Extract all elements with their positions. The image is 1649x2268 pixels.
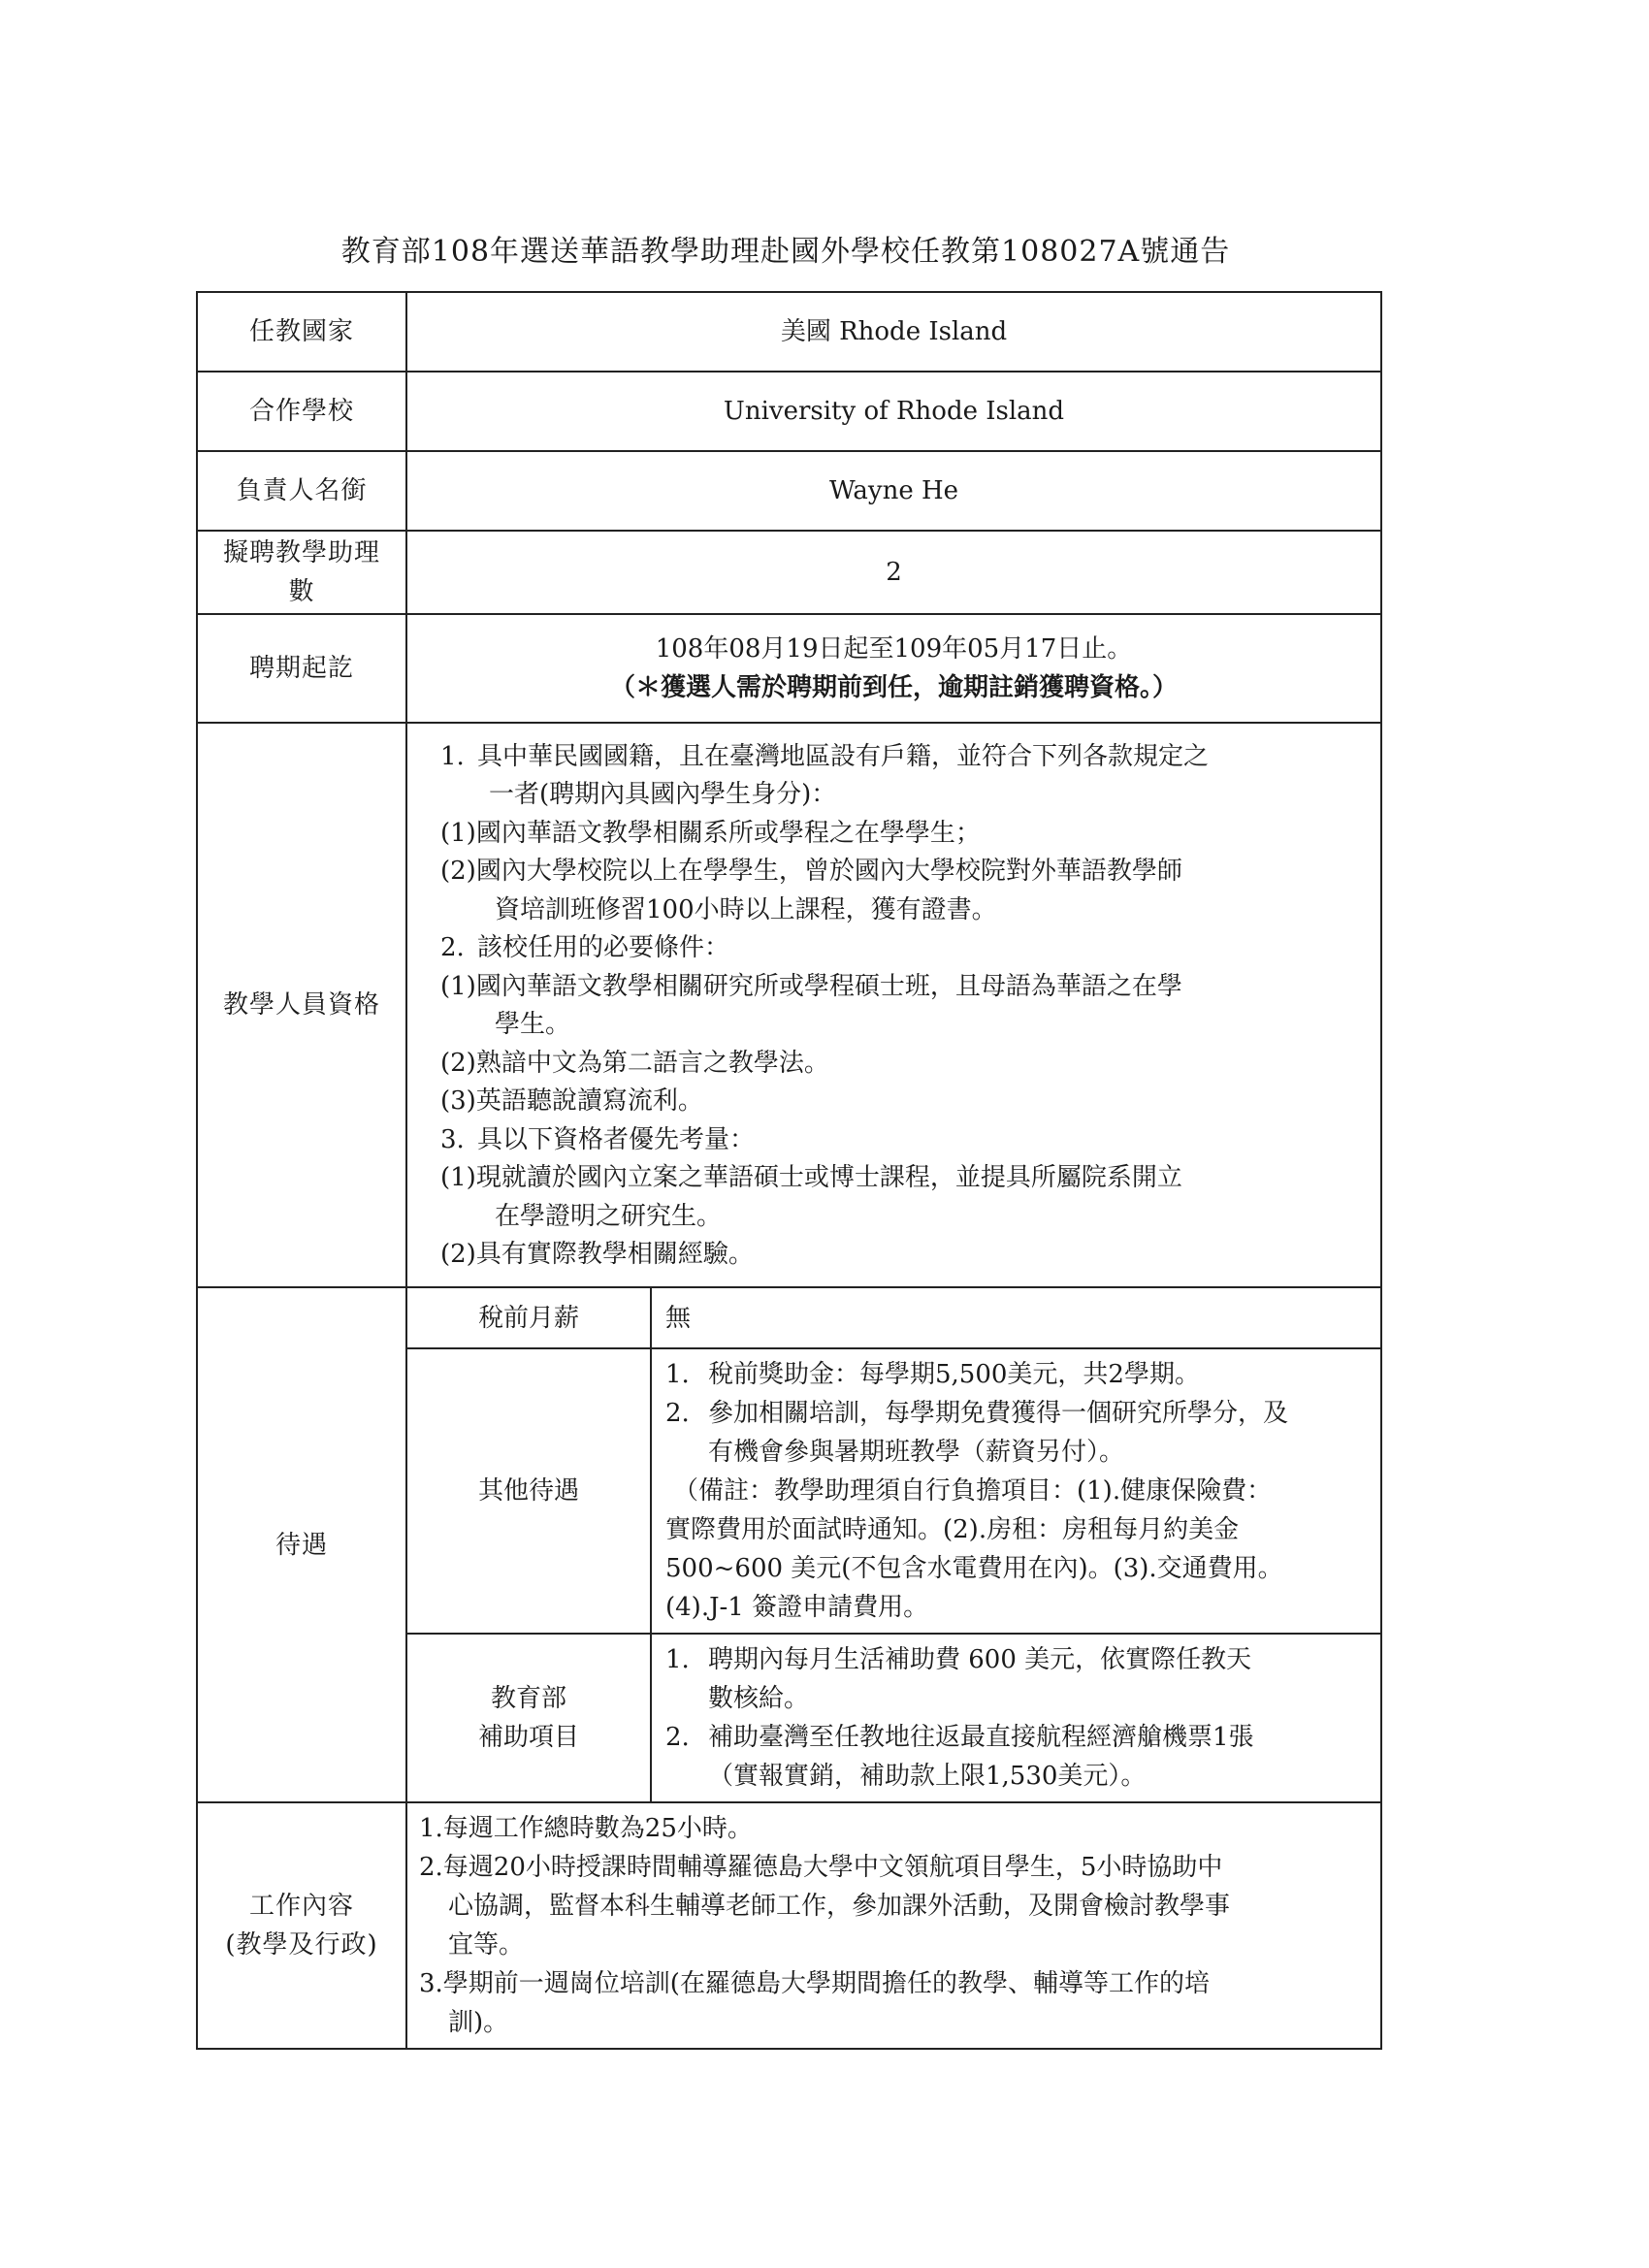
benefits-label: 待遇 bbox=[197, 1287, 406, 1802]
contact-value: Wayne He bbox=[406, 451, 1381, 531]
work-content-value bbox=[406, 1802, 1381, 2049]
moe-subsidy-2: 2. 補助臺灣至任教地往返最直接航程經濟艙機票1張 bbox=[665, 1723, 1254, 1752]
qual-section-1-b: (2)國內大學校院以上在學學生，曾於國內大學校院對外華語教學師 bbox=[440, 857, 1182, 886]
qualifications-label: 教學人員資格 bbox=[197, 723, 406, 1287]
moe-subsidy-2-cont: （實報實銷，補助款上限1,530美元）。 bbox=[708, 1762, 1147, 1791]
qual-section-2-b: (2)熟諳中文為第二語言之教學法。 bbox=[440, 1048, 829, 1078]
notice-title: 教育部108年選送華語教學助理赴國外學校任教第108027A號通告 bbox=[340, 235, 1231, 269]
work-item-1: 1.每週工作總時數為25小時。 bbox=[419, 1814, 753, 1843]
qualifications-content bbox=[406, 723, 1381, 1287]
country-label: 任教國家 bbox=[197, 292, 406, 372]
contact-label: 負責人名銜 bbox=[197, 451, 406, 531]
benefit-row-other bbox=[407, 1348, 1380, 1634]
school-value: University of Rhode Island bbox=[406, 372, 1381, 451]
other-benefit-note-4: (4).J-1 簽證申請費用。 bbox=[665, 1593, 929, 1622]
work-item-2: 2.每週20小時授課時間輔導羅德島大學中文領航項目學生，5小時協助中 bbox=[419, 1853, 1223, 1882]
school-label: 合作學校 bbox=[197, 372, 406, 451]
period-dates: 108年08月19日起至109年05月17日止。 bbox=[655, 634, 1133, 664]
moe-subsidy-1-cont: 數核給。 bbox=[708, 1684, 810, 1713]
other-benefit-note-1: （備註：教學助理須自行負擔項目：(1).健康保險費： bbox=[673, 1476, 1273, 1506]
other-benefit-note-2: 實際費用於面試時通知。(2).房租：房租每月約美金 bbox=[665, 1515, 1240, 1544]
work-content-label bbox=[197, 1802, 406, 2049]
period-label: 聘期起訖 bbox=[197, 614, 406, 723]
benefit-row-salary bbox=[407, 1288, 1380, 1348]
benefits-table bbox=[407, 1288, 1380, 1801]
benefits-content bbox=[406, 1287, 1381, 1802]
benefit-row-moe bbox=[407, 1634, 1380, 1801]
qual-section-2-a: (1)國內華語文教學相關研究所或學程碩士班，且母語為華語之在學 bbox=[440, 971, 1182, 1001]
work-item-3: 3.學期前一週崗位培訓(在羅德島大學期間擔任的教學、輔導等工作的培 bbox=[419, 1969, 1210, 1998]
qual-section-1-a: (1)國內華語文教學相關系所或學程之在學學生； bbox=[440, 818, 981, 848]
country-value: 美國 Rhode Island bbox=[406, 292, 1381, 372]
qual-section-2-a-cont: 學生。 bbox=[495, 1010, 571, 1039]
other-benefit-1: 1. 稅前獎助金：每學期5,500美元，共2學期。 bbox=[665, 1360, 1200, 1389]
salary-value: 無 bbox=[651, 1288, 1380, 1348]
qual-section-3: 3. 具以下資格者優先考量： bbox=[440, 1124, 756, 1154]
other-benefit-2-cont: 有機會參與暑期班教學（薪資另付）。 bbox=[708, 1438, 1125, 1467]
work-item-2-cont-1: 心協調，監督本科生輔導老師工作，參加課外活動，及開會檢討教學事 bbox=[448, 1892, 1231, 1921]
row-benefits bbox=[197, 1287, 1381, 1802]
period-note: （＊獲選人需於聘期前到任，逾期註銷獲聘資格。） bbox=[609, 673, 1178, 702]
other-benefits-value bbox=[651, 1348, 1380, 1634]
moe-subsidy-1: 1. 聘期內每月生活補助費 600 美元，依實際任教天 bbox=[665, 1645, 1252, 1674]
moe-subsidy-label-line2: 補助項目 bbox=[477, 1723, 579, 1752]
moe-subsidy-label bbox=[407, 1634, 651, 1801]
period-value bbox=[406, 614, 1381, 723]
notice-table bbox=[196, 291, 1382, 2050]
moe-subsidy-value bbox=[651, 1634, 1380, 1801]
other-benefits-label: 其他待遇 bbox=[407, 1348, 651, 1634]
assistant-count-label-line2: 數 bbox=[288, 577, 315, 606]
qual-section-3-b: (2)具有實際教學相關經驗。 bbox=[440, 1240, 754, 1269]
salary-label: 稅前月薪 bbox=[407, 1288, 651, 1348]
row-qualifications bbox=[197, 723, 1381, 1287]
moe-subsidy-label-line1: 教育部 bbox=[490, 1684, 566, 1713]
row-assistant-count bbox=[197, 531, 1381, 614]
qual-section-3-a: (1)現就讀於國內立案之華語碩士或博士課程，並提具所屬院系開立 bbox=[440, 1163, 1182, 1192]
qual-section-1-cont: 一者(聘期內具國內學生身分)： bbox=[489, 780, 837, 809]
qual-section-3-a-cont: 在學證明之研究生。 bbox=[495, 1201, 723, 1231]
qual-section-2-c: (3)英語聽說讀寫流利。 bbox=[440, 1086, 703, 1116]
row-contact bbox=[197, 451, 1381, 531]
other-benefit-note-3: 500~600 美元(不包含水電費用在內)。(3).交通費用。 bbox=[665, 1554, 1283, 1583]
qual-section-1: 1. 具中華民國國籍，且在臺灣地區設有戶籍，並符合下列各款規定之 bbox=[440, 741, 1210, 771]
work-item-2-cont-2: 宜等。 bbox=[448, 1930, 525, 1960]
work-content-label-line1: 工作內容 bbox=[248, 1892, 354, 1921]
other-benefit-2: 2. 參加相關培訓，每學期免費獲得一個研究所學分，及 bbox=[665, 1399, 1289, 1428]
assistant-count-label bbox=[197, 531, 406, 614]
row-school bbox=[197, 372, 1381, 451]
row-country bbox=[197, 292, 1381, 372]
qual-section-2: 2. 該校任用的必要條件： bbox=[440, 933, 730, 962]
assistant-count-label-line1: 擬聘教學助理 bbox=[222, 538, 380, 567]
qual-section-1-b-cont: 資培訓班修習100小時以上課程，獲有證書。 bbox=[495, 894, 997, 924]
work-item-3-cont: 訓)。 bbox=[448, 2008, 509, 2037]
row-period bbox=[197, 614, 1381, 723]
assistant-count-value: 2 bbox=[406, 531, 1381, 614]
row-work-content bbox=[197, 1802, 1381, 2049]
work-content-label-line2: (教學及行政) bbox=[225, 1930, 378, 1960]
